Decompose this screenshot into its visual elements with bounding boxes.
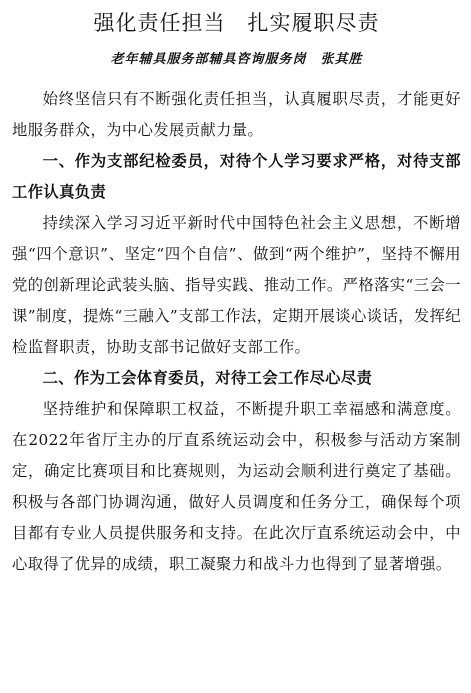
intro-paragraph: 始终坚信只有不断强化责任担当，认真履职尽责，才能更好地服务群众，为中心发展贡献力量。 — [12, 90, 461, 139]
section-1-paragraph: 持续深入学习习近平新时代中国特色社会主义思想，不断增强“四个意识”、坚定“四个自信”、做到“两个维护”，坚持不懈用党的创新理论武装头脑、指导实践、推动工作。严格落实“三会一课”制度，提炼“三融入”支部工作法，定期开展谈心谈话，发挥纪检监督职责，协助支部书记做好支部工作。 — [12, 214, 461, 356]
author-byline: 老年辅具服务部辅具咨询服务岗 张其胜 — [110, 52, 363, 67]
article-body — [12, 84, 461, 580]
section-2-paragraph: 坚持维护和保障职工权益，不断提升职工幸福感和满意度。在2022年省厅主办的厅直系统运动会中，积极参与活动方案制定，确定比赛项目和比赛规则，为运动会顺利进行奠定了基础。积极与各部门协调沟通，做好人员调度和任务分工，确保每个项目都有专业人员提供服务和支持。在此次厅直系统运动会中，中心取得了优异的成绩，职工凝聚力和战斗力也得到了显著增强。 — [12, 400, 461, 573]
article-title: 强化责任担当 扎实履职尽责 — [93, 11, 380, 35]
section-2-heading: 二、作为工会体育委员，对待工会工作尽心尽责 — [42, 369, 373, 387]
section-1-heading: 一、作为支部纪检委员，对待个人学习要求严格，对待支部工作认真负责 — [12, 152, 461, 201]
